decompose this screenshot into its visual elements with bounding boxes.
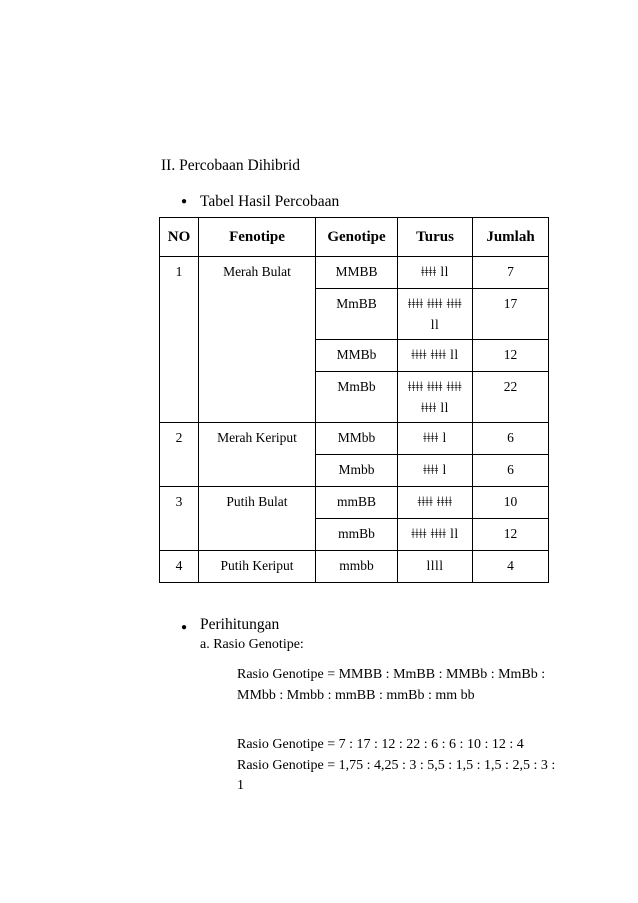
cell-fenotipe: Merah Bulat <box>199 257 316 289</box>
turus-line: ǂǂǂǂ ǂǂǂǂ ǂǂǂǂ <box>407 379 463 394</box>
cell-no-empty <box>160 519 199 551</box>
table-row <box>160 423 549 455</box>
cell-genotipe: mmbb <box>316 551 398 583</box>
cell-no-empty <box>160 455 199 487</box>
results-table <box>159 217 549 583</box>
cell-genotipe: MmBB <box>316 289 398 340</box>
table-row <box>160 372 549 423</box>
cell-turus: ǂǂǂǂ ll <box>398 257 473 289</box>
cell-fenotipe: Putih Bulat <box>199 487 316 519</box>
cell-jumlah: 4 <box>473 551 549 583</box>
turus-line: ǂǂǂǂ ll <box>421 400 449 415</box>
cell-jumlah: 6 <box>473 423 549 455</box>
bullet-dot: ● <box>181 622 188 633</box>
table-row <box>160 257 549 289</box>
table-title: Tabel Hasil Percobaan <box>200 193 340 210</box>
cell-fenotipe: Putih Keriput <box>199 551 316 583</box>
table-row <box>160 519 549 551</box>
cell-no-empty <box>160 340 199 372</box>
cell-fenotipe-empty <box>199 289 316 340</box>
cell-turus: ǂǂǂǂ l <box>398 455 473 487</box>
cell-jumlah: 10 <box>473 487 549 519</box>
header-turus: Turus <box>398 218 473 257</box>
cell-turus: ǂǂǂǂ ǂǂǂǂ ll <box>398 519 473 551</box>
cell-turus: ǂǂǂǂ ǂǂǂǂ ll <box>398 340 473 372</box>
cell-fenotipe-empty <box>199 519 316 551</box>
cell-genotipe: MMbb <box>316 423 398 455</box>
cell-genotipe: MMBb <box>316 340 398 372</box>
cell-fenotipe-empty <box>199 455 316 487</box>
cell-no: 1 <box>160 257 199 289</box>
header-fenotipe: Fenotipe <box>199 218 316 257</box>
cell-turus <box>398 372 473 423</box>
table-row <box>160 487 549 519</box>
table-row <box>160 551 549 583</box>
cell-turus: ǂǂǂǂ l <box>398 423 473 455</box>
ratio-normalized: Rasio Genotipe = 1,75 : 4,25 : 3 : 5,5 : 1,5 : 1,5 : 2,5 : 3 : 1 <box>237 757 556 793</box>
genotype-ratio-values <box>237 735 557 797</box>
sub-heading-a: a. Rasio Genotipe: <box>200 637 304 652</box>
cell-genotipe: MmBb <box>316 372 398 423</box>
cell-genotipe: MMBB <box>316 257 398 289</box>
cell-jumlah: 6 <box>473 455 549 487</box>
cell-no-empty <box>160 289 199 340</box>
genotype-ratio-formula: Rasio Genotipe = MMBB : MmBB : MMBb : MmBb : MMbb : Mmbb : mmBB : mmBb : mm bb <box>237 667 546 703</box>
bullet-dot: ● <box>181 196 188 207</box>
cell-turus: ǂǂǂǂ ǂǂǂǂ <box>398 487 473 519</box>
cell-no: 3 <box>160 487 199 519</box>
table-header-row <box>160 218 549 257</box>
table-row <box>160 455 549 487</box>
header-genotipe: Genotipe <box>316 218 398 257</box>
cell-fenotipe-empty <box>199 372 316 423</box>
cell-jumlah: 22 <box>473 372 549 423</box>
cell-no: 2 <box>160 423 199 455</box>
section-heading: II. Percobaan Dihibrid <box>161 157 301 174</box>
turus-line: ǂǂǂǂ ǂǂǂǂ ǂǂǂǂ <box>407 296 463 311</box>
cell-genotipe: mmBb <box>316 519 398 551</box>
cell-genotipe: mmBB <box>316 487 398 519</box>
cell-fenotipe-empty <box>199 340 316 372</box>
cell-turus <box>398 289 473 340</box>
cell-genotipe: Mmbb <box>316 455 398 487</box>
calc-title: Perihitungan <box>200 616 280 633</box>
cell-no-empty <box>160 372 199 423</box>
cell-fenotipe: Merah Keriput <box>199 423 316 455</box>
cell-jumlah: 12 <box>473 340 549 372</box>
cell-turus: llll <box>398 551 473 583</box>
ratio-counts: Rasio Genotipe = 7 : 17 : 12 : 22 : 6 : 6 : 10 : 12 : 4 <box>237 737 524 752</box>
header-jumlah: Jumlah <box>473 218 549 257</box>
cell-jumlah: 7 <box>473 257 549 289</box>
turus-line: ll <box>430 317 440 332</box>
cell-jumlah: 17 <box>473 289 549 340</box>
cell-no: 4 <box>160 551 199 583</box>
table-row <box>160 289 549 340</box>
cell-jumlah: 12 <box>473 519 549 551</box>
table-row <box>160 340 549 372</box>
header-no: NO <box>160 218 199 257</box>
